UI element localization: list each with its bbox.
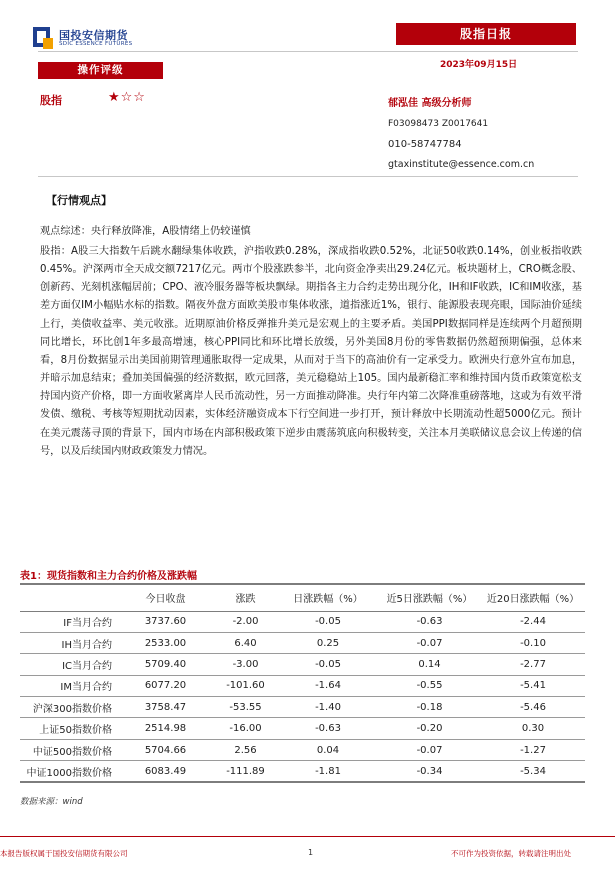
logo-name-en: SDIC ESSENCE FUTURES xyxy=(59,41,133,47)
change-cell: -2.00 xyxy=(213,611,278,632)
pct-5d-cell: -0.07 xyxy=(378,632,481,653)
analyst-email[interactable]: gtaxinstitute@essence.com.cn xyxy=(388,159,535,170)
pct-1d-cell: 0.25 xyxy=(278,632,378,653)
row-name: 中证1000指数价格 xyxy=(20,761,118,782)
pct-20d-cell: 0.30 xyxy=(481,718,585,739)
pct-20d-cell: -0.10 xyxy=(481,632,585,653)
company-logo xyxy=(32,24,142,54)
pct-20d-cell: -5.41 xyxy=(481,675,585,696)
close-cell: 6077.20 xyxy=(118,675,213,696)
close-cell: 2514.98 xyxy=(118,718,213,739)
data-source-note: 数据来源：wind xyxy=(20,797,83,807)
price-table xyxy=(20,583,585,783)
pct-1d-cell: -1.40 xyxy=(278,697,378,718)
close-cell: 6083.49 xyxy=(118,761,213,782)
footer-copyright: 本报告版权属于国投安信期货有限公司 xyxy=(0,849,128,858)
content-divider xyxy=(38,176,578,177)
row-name: 中证500指数价格 xyxy=(20,739,118,760)
rating-label: 股指 xyxy=(40,94,62,107)
table-row xyxy=(20,739,585,760)
col-header: 涨跌 xyxy=(213,584,278,611)
pct-20d-cell: -2.77 xyxy=(481,654,585,675)
change-cell: -16.00 xyxy=(213,718,278,739)
table-row xyxy=(20,761,585,782)
change-cell: 2.56 xyxy=(213,739,278,760)
report-type-banner: 股指日报 xyxy=(396,23,576,45)
table-header-row xyxy=(20,584,585,611)
pct-1d-cell: -1.64 xyxy=(278,675,378,696)
table-title: 表1：现货指数和主力合约价格及涨跌幅 xyxy=(20,571,197,582)
pct-1d-cell: -0.05 xyxy=(278,611,378,632)
pct-5d-cell: -0.18 xyxy=(378,697,481,718)
close-cell: 3737.60 xyxy=(118,611,213,632)
change-cell: -3.00 xyxy=(213,654,278,675)
change-cell: -53.55 xyxy=(213,697,278,718)
analyst-name: 郁泓佳 高级分析师 xyxy=(388,98,472,109)
pct-1d-cell: -0.05 xyxy=(278,654,378,675)
pct-20d-cell: -5.46 xyxy=(481,697,585,718)
pct-5d-cell: -0.34 xyxy=(378,761,481,782)
col-header xyxy=(20,584,118,611)
pct-5d-cell: -0.07 xyxy=(378,739,481,760)
row-name: IF当月合约 xyxy=(20,611,118,632)
change-cell: 6.40 xyxy=(213,632,278,653)
pct-1d-cell: -1.81 xyxy=(278,761,378,782)
table-row xyxy=(20,611,585,632)
summary-paragraph: 观点综述：央行释放降准，A股情绪上仍较谨慎 xyxy=(40,226,251,237)
logo-mark-icon xyxy=(32,26,54,50)
close-cell: 3758.47 xyxy=(118,697,213,718)
pct-20d-cell: -5.34 xyxy=(481,761,585,782)
pct-5d-cell: 0.14 xyxy=(378,654,481,675)
row-name: 上证50指数价格 xyxy=(20,718,118,739)
change-cell: -101.60 xyxy=(213,675,278,696)
table-row xyxy=(20,632,585,653)
page-number: 1 xyxy=(308,848,314,857)
row-name: IM当月合约 xyxy=(20,675,118,696)
pct-1d-cell: 0.04 xyxy=(278,739,378,760)
body-paragraph: 股指：A股三大指数午后跳水翻绿集体收跌，沪指收跌0.28%，深成指收跌0.52%，北证50收跌0.14%，创业板指收跌0.45%。沪深两市全天成交额7217亿元。两市个股涨跌参半，北向资金净卖出29.24亿元。板块题材上，CRO概念股、创新药、光刻机涨幅居前；CPO、液冷服务器等板块飘绿。期指各主力合约走势出现分化，IH和IF收跌，IC和IM收涨，基差方面仅IM小幅贴水标的指数。隔夜外盘方面欧美股市集体收涨，道指涨近1%，银行、能源股表现亮眼，国际油价延续上行，美债收益率、美元收涨。近期原油价格反弹推升美元是宏观上的主要矛盾。美国PPI数据同样是连续两个月超预期同比增长，环比创1年多最高增速，核心PPI同比和环比增长放缓，另外美国8月份的零售数据仍然超预期偏强，总体来看，8月份数据显示出美国前期管理通胀取得一定成果，从而对于当下的高油价有一定承受力。欧洲央行意外宣布加息，并暗示加息结束；叠加美国偏强的经济数据，欧元回落，美元稳稳站上105。国内最新稳汇率和维持国内货币政策宽松支持国内资产价格，即一方面收紧离岸人民币流动性，另一方面推动降准。央行年内第二次降准重磅落地，这或为有效平滑发债、缴税、考核等短期扰动因素，实体经济融资成本下行空间进一步打开，预计释放中长期流动性超5000亿元。预计在美元震荡寻顶的背景下，国内市场在内部积极政策下逆步由震荡筑底向积极转变，关注本月美联储议息会议上传递的信号，以及后续国内财政政策发力情况。 xyxy=(40,246,582,457)
row-name: IC当月合约 xyxy=(20,654,118,675)
col-header: 今日收盘 xyxy=(118,584,213,611)
footer-disclaimer: 不可作为投资依据，转载请注明出处 xyxy=(451,849,571,858)
table-row xyxy=(20,675,585,696)
pct-20d-cell: -2.44 xyxy=(481,611,585,632)
table-row xyxy=(20,718,585,739)
col-header: 日涨跌幅（%） xyxy=(278,584,378,611)
row-name: 沪深300指数价格 xyxy=(20,697,118,718)
col-header: 近20日涨跌幅（%） xyxy=(481,584,585,611)
report-date: 2023年09月15日 xyxy=(440,60,518,70)
table-row xyxy=(20,654,585,675)
close-cell: 2533.00 xyxy=(118,632,213,653)
col-header: 近5日涨跌幅（%） xyxy=(378,584,481,611)
row-name: IH当月合约 xyxy=(20,632,118,653)
analyst-license-codes: F03098473 Z0017641 xyxy=(388,119,489,129)
change-cell: -111.89 xyxy=(213,761,278,782)
header-divider xyxy=(38,51,578,52)
pct-20d-cell: -1.27 xyxy=(481,739,585,760)
operation-rating-bar: 操作评级 xyxy=(38,62,163,79)
pct-5d-cell: -0.20 xyxy=(378,718,481,739)
close-cell: 5704.66 xyxy=(118,739,213,760)
analyst-phone: 010-58747784 xyxy=(388,139,462,150)
pct-1d-cell: -0.63 xyxy=(278,718,378,739)
table-row xyxy=(20,697,585,718)
footer-divider xyxy=(0,836,615,837)
pct-5d-cell: -0.63 xyxy=(378,611,481,632)
close-cell: 5709.40 xyxy=(118,654,213,675)
pct-5d-cell: -0.55 xyxy=(378,675,481,696)
section-title: 【行情观点】 xyxy=(46,194,112,207)
rating-stars: ★☆☆ xyxy=(108,90,146,105)
logo-name-cn: 国投安信期货 xyxy=(59,29,128,42)
